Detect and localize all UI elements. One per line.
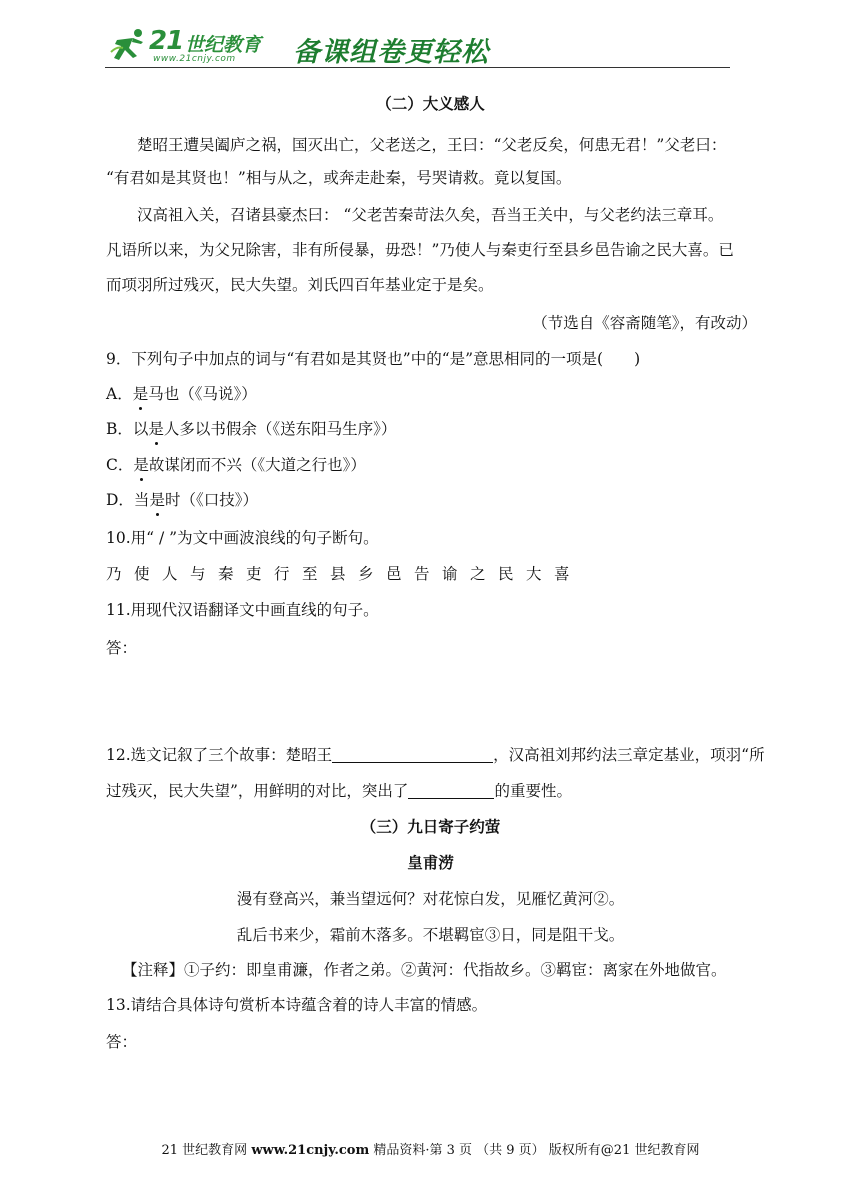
option-a: A．是马也（《马说》） (106, 385, 257, 403)
page-footer: 21 世纪教育网 www.21cnjy.com 精品资料·第 3 页 （共 9 页） 版权所有@21 世纪教育网 (161, 1143, 700, 1158)
question-9: 9．下列句子中加点的词与“有君如是其贤也”中的“是”意思相同的一项是( ) (106, 350, 641, 368)
header-divider (105, 67, 730, 68)
question-11: 11.用现代汉语翻译文中画直线的句子。 (106, 601, 379, 619)
section3-title: （三）九日寄子约萤 (360, 818, 501, 836)
question-12: 12.选文记叙了三个故事：楚昭王 ，汉高祖刘邦约法三章定基业，项羽“所 (106, 746, 765, 764)
fill-blank[interactable] (332, 746, 493, 763)
logo-number: 21 (149, 26, 184, 56)
option-d: D．当是时（《口技》） (106, 491, 258, 509)
answer-label: 答： (106, 639, 138, 657)
paragraph-line: “有君如是其贤也！”相与从之，或奔走赴秦，号哭请救。竟以复国。 (106, 169, 572, 187)
section2-title: （二）大义感人 (376, 95, 485, 113)
paragraph-line: 汉高祖入关，召诸县豪杰曰： “父老苦秦苛法久矣，吾当王关中，与父老约法三章耳。 (137, 206, 724, 224)
poem-line: 漫有登高兴，兼当望远何？对花惊白发，见雁忆黄河②。 (236, 890, 625, 908)
runner-logo-icon (109, 26, 149, 66)
option-c: C．是故谋闭而不兴（《大道之行也》） (106, 456, 366, 474)
question-12-line2: 过残灭，民大失望”，用鲜明的对比，突出了 的重要性。 (106, 782, 572, 800)
question-10-sentence: 乃使人与秦吏行至县乡邑告谕之民大喜 (106, 565, 583, 583)
paragraph-line: 楚昭王遭吴阖庐之祸，国灭出亡，父老送之，王曰：“父老反矣，何患无君！”父老曰： (137, 136, 727, 154)
dotted-word: 是 (133, 456, 149, 474)
poem-line: 乱后书来少，霜前木落多。不堪羁宦③日，同是阻干戈。 (236, 926, 625, 944)
footer-url[interactable]: www.21cnjy.com (251, 1143, 370, 1158)
header-slogan: 备课组卷更轻松 (293, 37, 489, 68)
logo-url: www.21cnjy.com (153, 54, 236, 64)
fill-blank[interactable] (408, 782, 494, 799)
paragraph-line: 而项羽所过残灭，民大失望。刘氏四百年基业定于是矣。 (106, 276, 494, 294)
logo-brand: 世纪教育 (185, 34, 262, 56)
question-13: 13.请结合具体诗句赏析本诗蕴含着的诗人丰富的情感。 (106, 996, 488, 1014)
page-header (105, 24, 730, 70)
source-citation: （节选自《容斋随笔》，有改动） (532, 314, 757, 332)
dotted-word: 是 (149, 491, 165, 509)
paragraph-line: 凡语所以来，为父兄除害，非有所侵暴，毋恐！”乃使人与秦吏行至县乡邑告谕之民大喜。已 (106, 241, 734, 259)
poem-author: 皇甫涝 (407, 854, 454, 872)
question-10: 10.用“ / ”为文中画波浪线的句子断句。 (106, 529, 379, 547)
poem-notes: 【注释】①子约：即皇甫濂，作者之弟。②黄河：代指故乡。③羁宦：离家在外地做官。 (122, 961, 727, 979)
option-b: B．以是人多以书假余（《送东阳马生序》） (106, 420, 397, 438)
dotted-word: 是 (148, 420, 164, 438)
answer-label: 答： (106, 1033, 138, 1051)
dotted-word: 是 (132, 385, 149, 403)
